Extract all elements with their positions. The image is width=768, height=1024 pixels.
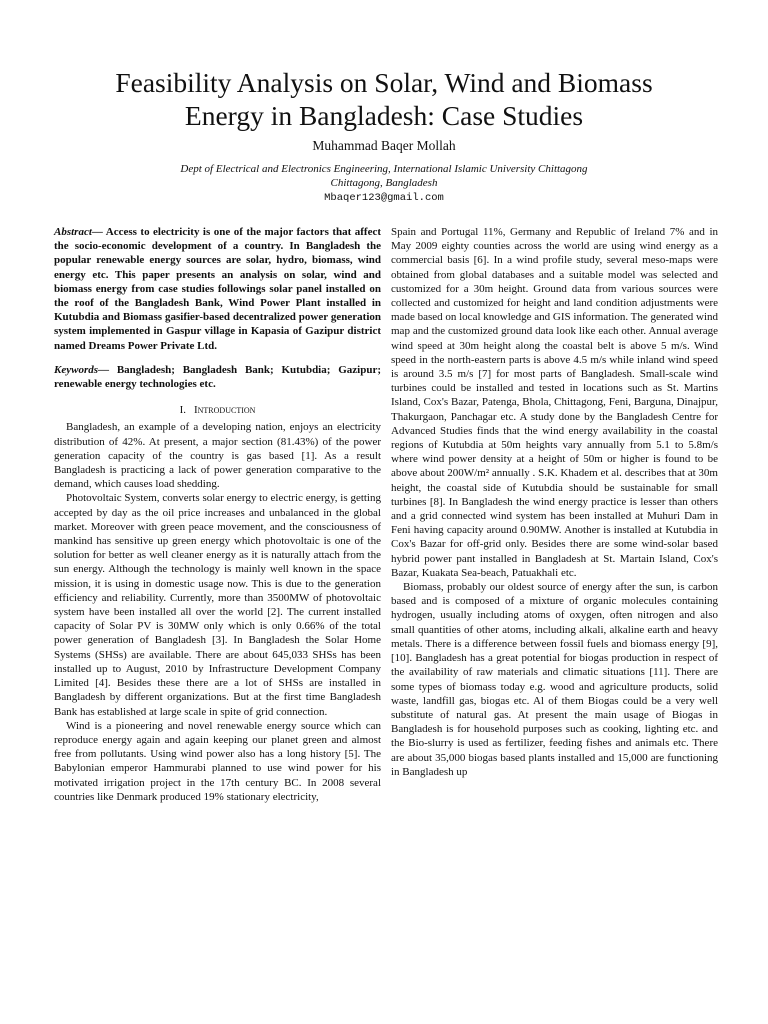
affiliation-line-2: Chittagong, Bangladesh [330,177,438,189]
abstract [54,225,381,353]
author-affiliation [0,162,768,190]
section-heading-introduction [54,403,381,417]
left-column [54,225,381,804]
paper-title [40,66,728,132]
wind-paragraph: Spain and Portugal 11%, Germany and Republic of Ireland 7% and in May 2009 eighty counties across the world are using wind energy as a commercial basis [6]. In a wind profile study, several meso-maps were obtained from global databases and a suitable model was selected and customized for a 30m height. Ground data from various sources were collected and customized for height and land condition adjustments were made based on local knowledge and GIS information. The generated wind map and the customized ground data look like each other. Annual average wind speed at 30m height along the coastal belt is above 5 m/s. Wind speed in the north-eastern parts is above 4.5 m/s while inland wind speed is around 3.5 m/s [7] for most parts of Bangladesh. Small-scale wind turbines could be installed and tested in locations such as St. Martins Island, Cox's Bazar, Patenga, Bhola, Chittagong, Feni, Barguna, Dinajpur, Thakurgaon, Panchagar etc. A study done by the Bangladesh Centre for Advanced Studies finds that the wind energy availability in the coastal regions of Kutubdia at 50m heights vary annually from 5.1 to 5.8m/s where wind power density at a height of 50m or higher is found to be above about 200W/m² annually . S.K. Khadem et al. describes that at 30m height, the coastal side of Kutubdia should be sustainable for small turbines [8]. In Bangladesh the wind energy practice is lesser than others and a grid connected wind system has been installed at Muhuri Dam in Feni having capacity around 0.90MW. Another is installed at Kutubdia in Cox's Bazar for off-grid only. Besides there are some wind-solar based hybrid power pant installed in Bangladesh at St. Martain Island, Cox's Bazar, Kuakata Sea-beach, Patuakhali etc. [391,226,718,579]
author-name: Muhammad Baqer Mollah [312,138,456,153]
title-line-1: Feasibility Analysis on Solar, Wind and Biomass [115,67,653,98]
affiliation-line-1: Dept of Electrical and Electronics Engineering, International Islamic University Chittagong [180,163,588,175]
intro-paragraph-2: Photovoltaic System, converts solar energy to electric energy, is getting accepted by day as the oil price increases and unbalanced in the global market. Moreover with green peace movement, and the consciousness of mankind has sensitive up green energy which photovoltaic is one of the solution for better as well cleaner energy as it is naturally attach from the sun energy. Although the technology is mainly well known in the space mission, it is using in domestic usage now. This is due to the generation efficiency and reliability. Currently, more than 3500MW of photovoltaic system have been installed all over the world [2]. The current installed capacity of Solar PV is 30MW only which is only 0.66% of the total power generation of Bangladesh [3]. In Bangladesh the Solar Home Systems (SHSs) are available. There are about 645,033 SHSs has been installed up to August, 2010 by Infrastructure Development Company Limited [4]. Besides these there are a lot of SHSs are installed in Bangladesh by different organizations. But at the first time Bangladesh Bank has established at large scale in spite of grid connection. [54,492,381,718]
section-number: I. [179,404,186,417]
intro-paragraph-1: Bangladesh, an example of a developing nation, enjoys an electricity distribution of 42%. At present, a major section (81.43%) of the power generation capacity of the country is gas based [1]. As a result Bangladesh is practicing a lack of power generation comparative to the demand, which causes load shedding. [54,421,381,491]
keywords-text: — Bangladesh; Bangladesh Bank; Kutubdia; Gazipur; renewable energy technologies etc. [54,363,381,391]
intro-paragraph-3: Wind is a pioneering and novel renewable energy source which can reproduce energy again and again keeping our planet green and almost free from pollutants. Using wind power also has a long history [5]. The Babylonian emperor Hammurabi planned to use wind power for his motivated irrigation project in the 17th century BC. In 2008 several countries like Denmark produced 19% stationary electricity, [54,719,381,803]
author-email: Mbaqer123@gmail.com [324,192,444,204]
title-line-2: Energy in Bangladesh: Case Studies [184,100,584,131]
keywords [54,363,381,391]
keywords-label: Keywords [54,363,98,376]
section-title: Introduction [193,404,256,417]
biomass-paragraph: Biomass, probably our oldest source of energy after the sun, is carbon based and is composed of a mixture of organic molecules containing hydrogen, usually including atoms of oxygen, often nitrogen and also small quantities of other atoms, including alkali, alkaline earth and heavy metals. There is a difference between fossil fuels and biomass energy [9], [10]. Bangladesh has a great potential for biogas production in respect of the availability of raw materials and climatic situations [11]. There are some types of biomass today e.g. wood and agriculture products, solid waste, landfill gas, biogas etc. Al of them Biogas could be a very well substitute of natural gas. At present the main usage of Biogas in Bangladesh is for household purposes such as cooking, lighting etc. and the Bio-slurry is used as fertilizer, feeding fishes and animals etc. There are about 35,000 biogas based plants installed and 15,000 are functioning in Bangladesh up [391,581,718,778]
abstract-label: Abstract— [54,226,103,238]
abstract-text: Access to electricity is one of the major factors that affect the socio-economic development of a country. In Bangladesh the popular renewable energy sources are solar, hydro, biomass, wind energy etc. This paper presents an analysis on solar, wind and biomass energy from case studies followings solar panel installed on the roof of the Bangladesh Bank, Wind Power Plant installed in Kutubdia and Biomass gasifier-based decentralized power generation system implemented in Gaspur village in Kapasia of Gazipur district named Dreams Power Private Ltd. [54,226,381,352]
right-column [391,225,718,779]
